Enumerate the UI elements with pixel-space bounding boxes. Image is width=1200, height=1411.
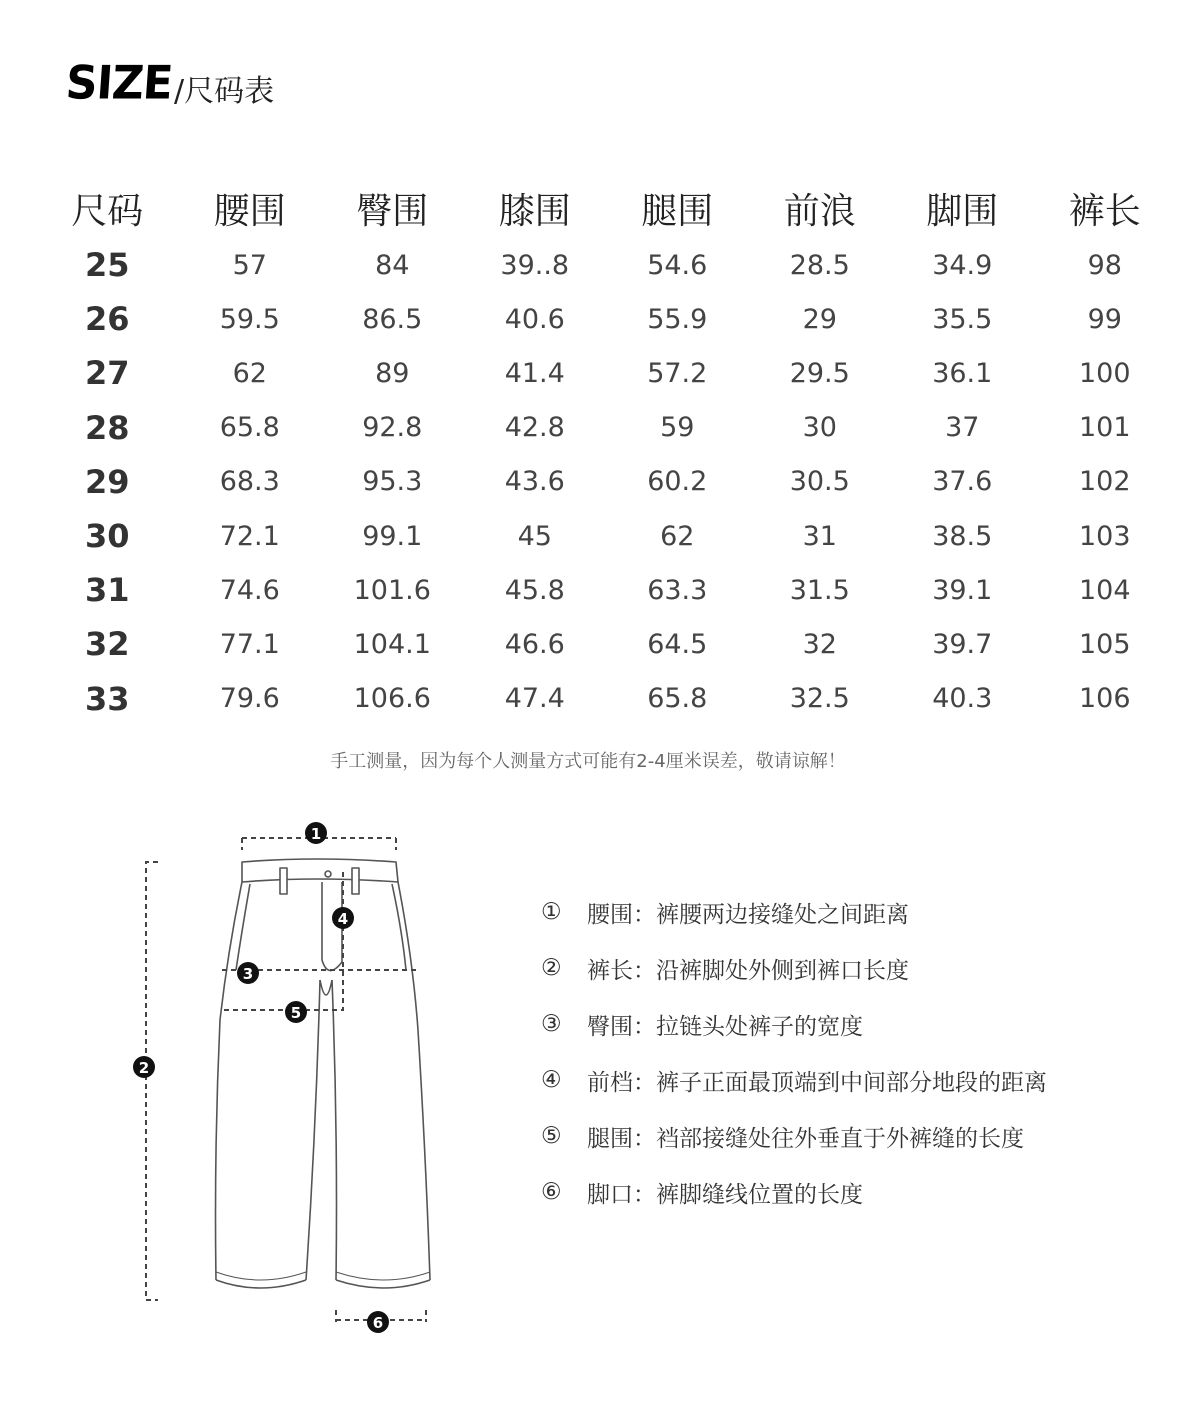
- cell-leg-opening: 37: [945, 412, 980, 444]
- cell-thigh: 63.3: [647, 574, 708, 606]
- cell-hip: 86.5: [362, 303, 423, 335]
- cell-hip: 99.1: [362, 520, 423, 552]
- table-row: [36, 509, 1176, 563]
- marker-5-label: 5: [290, 1004, 302, 1022]
- legend-item: [541, 1052, 1161, 1108]
- cell-front-rise: 30: [802, 412, 837, 444]
- legend-item: [541, 884, 1161, 940]
- cell-leg-opening: 39.1: [932, 574, 993, 606]
- cell-size: 26: [84, 300, 130, 339]
- cell-knee: 39..8: [500, 249, 570, 281]
- legend-number: ⑥: [541, 1179, 562, 1205]
- cell-waist: 68.3: [219, 466, 280, 498]
- legend-label: 腿围：: [587, 1125, 656, 1152]
- header-front-rise: 前浪: [783, 190, 856, 232]
- table-row: [36, 292, 1176, 346]
- cell-waist: 57: [232, 249, 267, 281]
- cell-waist: 59.5: [219, 303, 280, 335]
- cell-front-rise: 32: [802, 628, 837, 660]
- size-subtitle: /尺码表: [174, 74, 275, 109]
- legend-number: ①: [541, 899, 562, 925]
- cell-length: 104: [1078, 574, 1131, 606]
- cell-front-rise: 31: [802, 520, 837, 552]
- cell-knee: 47.4: [504, 683, 565, 715]
- cell-front-rise: 31.5: [789, 574, 850, 606]
- cell-thigh: 64.5: [647, 628, 708, 660]
- cell-waist: 72.1: [219, 520, 280, 552]
- table-row: [36, 563, 1176, 617]
- legend-label: 裤长：: [587, 957, 656, 984]
- cell-front-rise: 29.5: [789, 357, 850, 389]
- size-chart-table: [36, 178, 1176, 726]
- cell-front-rise: 28.5: [789, 249, 850, 281]
- cell-thigh: 55.9: [647, 303, 708, 335]
- legend-number: ⑤: [541, 1123, 562, 1149]
- cell-waist: 77.1: [219, 628, 280, 660]
- cell-waist: 79.6: [219, 683, 280, 715]
- header-length: 裤长: [1068, 190, 1141, 232]
- cell-length: 98: [1087, 249, 1122, 281]
- cell-knee: 42.8: [504, 412, 565, 444]
- cell-knee: 43.6: [504, 466, 565, 498]
- legend-label: 前档：: [587, 1069, 656, 1096]
- pants-diagram: [130, 820, 450, 1340]
- cell-hip: 101.6: [353, 574, 431, 606]
- cell-length: 103: [1078, 520, 1131, 552]
- header-leg-opening: 脚围: [926, 190, 999, 232]
- cell-leg-opening: 38.5: [932, 520, 993, 552]
- cell-size: 30: [84, 517, 130, 556]
- legend-label: 臀围：: [587, 1013, 656, 1040]
- table-row: [36, 401, 1176, 455]
- cell-hip: 92.8: [362, 412, 423, 444]
- marker-4-label: 4: [337, 910, 349, 928]
- cell-thigh: 54.6: [647, 249, 708, 281]
- cell-leg-opening: 39.7: [932, 628, 993, 660]
- header-knee: 膝围: [498, 190, 571, 232]
- cell-thigh: 60.2: [647, 466, 708, 498]
- cell-length: 99: [1087, 303, 1122, 335]
- marker-2-label: 2: [138, 1059, 150, 1077]
- legend-number: ②: [541, 955, 562, 981]
- measurement-legend: [541, 884, 1161, 1220]
- legend-number: ④: [541, 1067, 562, 1093]
- header-size: 尺码: [71, 190, 144, 232]
- cell-hip: 84: [375, 249, 410, 281]
- table-row: [36, 238, 1176, 292]
- legend-item: [541, 1164, 1161, 1220]
- cell-waist: 74.6: [219, 574, 280, 606]
- cell-knee: 41.4: [504, 357, 565, 389]
- cell-length: 100: [1078, 357, 1131, 389]
- cell-hip: 104.1: [353, 628, 431, 660]
- cell-front-rise: 30.5: [789, 466, 850, 498]
- legend-description: 裆部接缝处往外垂直于外裤缝的长度: [656, 1125, 1024, 1152]
- legend-label: 腰围：: [587, 901, 656, 928]
- legend-number: ③: [541, 1011, 562, 1037]
- legend-label: 脚口：: [587, 1181, 656, 1208]
- legend-description: 裤脚缝线位置的长度: [656, 1181, 863, 1208]
- header-hip: 臀围: [356, 190, 429, 232]
- cell-hip: 95.3: [362, 466, 423, 498]
- marker-3-label: 3: [242, 965, 254, 983]
- cell-leg-opening: 40.3: [932, 683, 993, 715]
- header-waist: 腰围: [213, 190, 286, 232]
- cell-knee: 40.6: [504, 303, 565, 335]
- cell-knee: 46.6: [504, 628, 565, 660]
- cell-thigh: 59: [660, 412, 695, 444]
- legend-item: [541, 996, 1161, 1052]
- table-row: [36, 455, 1176, 509]
- cell-length: 102: [1078, 466, 1131, 498]
- marker-1-label: 1: [310, 825, 322, 843]
- cell-size: 29: [84, 462, 130, 501]
- cell-thigh: 57.2: [647, 357, 708, 389]
- cell-front-rise: 29: [802, 303, 837, 335]
- cell-length: 105: [1078, 628, 1131, 660]
- cell-length: 106: [1078, 683, 1131, 715]
- table-row: [36, 346, 1176, 400]
- cell-thigh: 65.8: [647, 683, 708, 715]
- cell-hip: 89: [375, 357, 410, 389]
- legend-description: 拉链头处裤子的宽度: [656, 1013, 863, 1040]
- cell-front-rise: 32.5: [789, 683, 850, 715]
- cell-size: 25: [84, 246, 130, 285]
- cell-size: 28: [84, 408, 130, 447]
- cell-knee: 45.8: [504, 574, 565, 606]
- legend-description: 裤腰两边接缝处之间距离: [656, 901, 909, 928]
- cell-thigh: 62: [660, 520, 695, 552]
- cell-size: 27: [84, 354, 130, 393]
- size-title: SIZE: [64, 56, 174, 111]
- cell-leg-opening: 34.9: [932, 249, 993, 281]
- cell-leg-opening: 36.1: [932, 357, 993, 389]
- legend-item: [541, 940, 1161, 996]
- cell-length: 101: [1078, 412, 1131, 444]
- table-body: [36, 238, 1176, 726]
- table-row: [36, 617, 1176, 671]
- cell-leg-opening: 35.5: [932, 303, 993, 335]
- cell-size: 32: [84, 625, 130, 664]
- measurement-note: 手工测量，因为每个人测量方式可能有2-4厘米误差，敬请谅解！: [330, 751, 846, 772]
- legend-description: 沿裤脚处外侧到裤口长度: [656, 957, 909, 984]
- cell-knee: 45: [517, 520, 552, 552]
- cell-size: 33: [84, 679, 130, 718]
- marker-6-label: 6: [372, 1314, 384, 1332]
- legend-description: 裤子正面最顶端到中间部分地段的距离: [656, 1069, 1047, 1096]
- table-header-row: [36, 178, 1176, 238]
- table-row: [36, 672, 1176, 726]
- cell-hip: 106.6: [353, 683, 431, 715]
- cell-leg-opening: 37.6: [932, 466, 993, 498]
- cell-waist: 65.8: [219, 412, 280, 444]
- cell-size: 31: [84, 571, 130, 610]
- cell-waist: 62: [232, 357, 267, 389]
- header-thigh: 腿围: [641, 190, 714, 232]
- legend-item: [541, 1108, 1161, 1164]
